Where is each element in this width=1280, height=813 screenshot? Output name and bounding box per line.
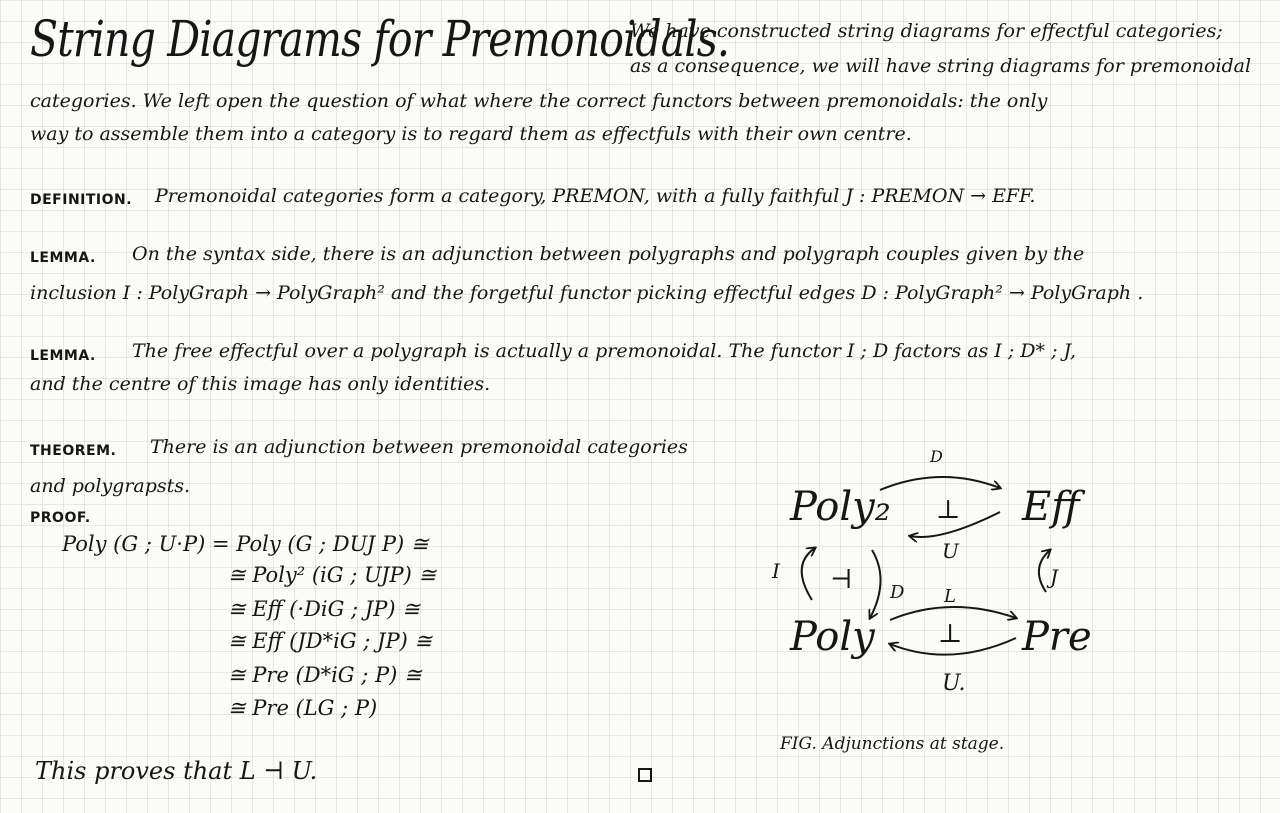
adjoint-symbol-bottom: ⊥: [938, 619, 963, 649]
proof-line-3: ≅ Eff (·DiG ; JP) ≅: [228, 597, 420, 621]
intro-line-3: categories. We left open the question of what where the correct functors between premonoidals: the only: [30, 90, 1048, 112]
proof-line-2: ≅ Poly² (iG ; UJP) ≅: [228, 563, 437, 587]
label-l: L: [944, 586, 956, 607]
label-j: J: [1050, 565, 1059, 589]
lemma1-line-1: On the syntax side, there is an adjunction between polygraphs and polygraph couples given by the: [132, 243, 1085, 265]
definition-text: Premonoidal categories form a category, PREMON, with a fully faithful J : PREMON → EFF.: [155, 185, 1036, 207]
proof-line-6: ≅ Pre (LG ; P): [228, 696, 378, 720]
label-d-top: D: [930, 447, 943, 466]
adjunction-diagram: [760, 440, 1120, 700]
lemma1-label: LEMMA.: [30, 250, 96, 266]
adjoint-symbol-left: ⊣: [830, 565, 853, 595]
theorem-line-1: There is an adjunction between premonoidal categories: [150, 436, 688, 458]
arrow-d-top: [880, 477, 1000, 490]
theorem-line-2: and polygrapsts.: [30, 475, 191, 497]
label-i: I: [772, 559, 780, 583]
figure-caption: FIG. Adjunctions at stage.: [780, 734, 1005, 754]
proof-label: PROOF.: [30, 510, 91, 526]
proof-line-1: Poly (G ; U·P) = Poly (G ; DUJ P) ≅: [62, 532, 429, 556]
adjoint-symbol-top: ⊥: [936, 495, 961, 525]
proof-conclusion: This proves that L ⊣ U.: [35, 757, 318, 785]
qed-square-icon: [638, 768, 652, 782]
lemma2-line-1: The free effectful over a polygraph is actually a premonoidal. The functor I ; D factors as I ; D* ; J,: [132, 340, 1077, 362]
lemma2-line-2: and the centre of this image has only identities.: [30, 373, 491, 395]
label-u-top: U: [942, 539, 959, 563]
arrow-j: [1039, 550, 1050, 592]
intro-line-2: as a consequence, we will have string diagrams for premonoidal: [630, 55, 1252, 77]
intro-line-4: way to assemble them into a category is to regard them as effectfuls with their own centre.: [30, 123, 912, 145]
lemma2-label: LEMMA.: [30, 348, 96, 364]
page-title: String Diagrams for Premonoidals.: [30, 10, 730, 68]
arrow-d-diag: [870, 550, 881, 618]
theorem-label: THEOREM.: [30, 443, 117, 459]
arrow-i: [802, 548, 815, 600]
intro-line-1: We have constructed string diagrams for effectful categories;: [630, 20, 1223, 42]
proof-line-5: ≅ Pre (D*iG ; P) ≅: [228, 663, 422, 687]
node-poly: Poly: [790, 614, 875, 660]
node-poly2: Poly₂: [790, 484, 891, 530]
lemma1-line-2: inclusion I : PolyGraph → PolyGraph² and the forgetful functor picking effectful edges D : PolyGraph² → PolyGraph .: [30, 282, 1144, 304]
label-d-diag: D: [890, 582, 905, 603]
definition-label: DEFINITION.: [30, 192, 133, 208]
label-u-bottom: U.: [942, 671, 966, 696]
node-pre: Pre: [1022, 614, 1092, 660]
proof-line-4: ≅ Eff (JD*iG ; JP) ≅: [228, 629, 433, 653]
node-eff: Eff: [1022, 484, 1080, 530]
